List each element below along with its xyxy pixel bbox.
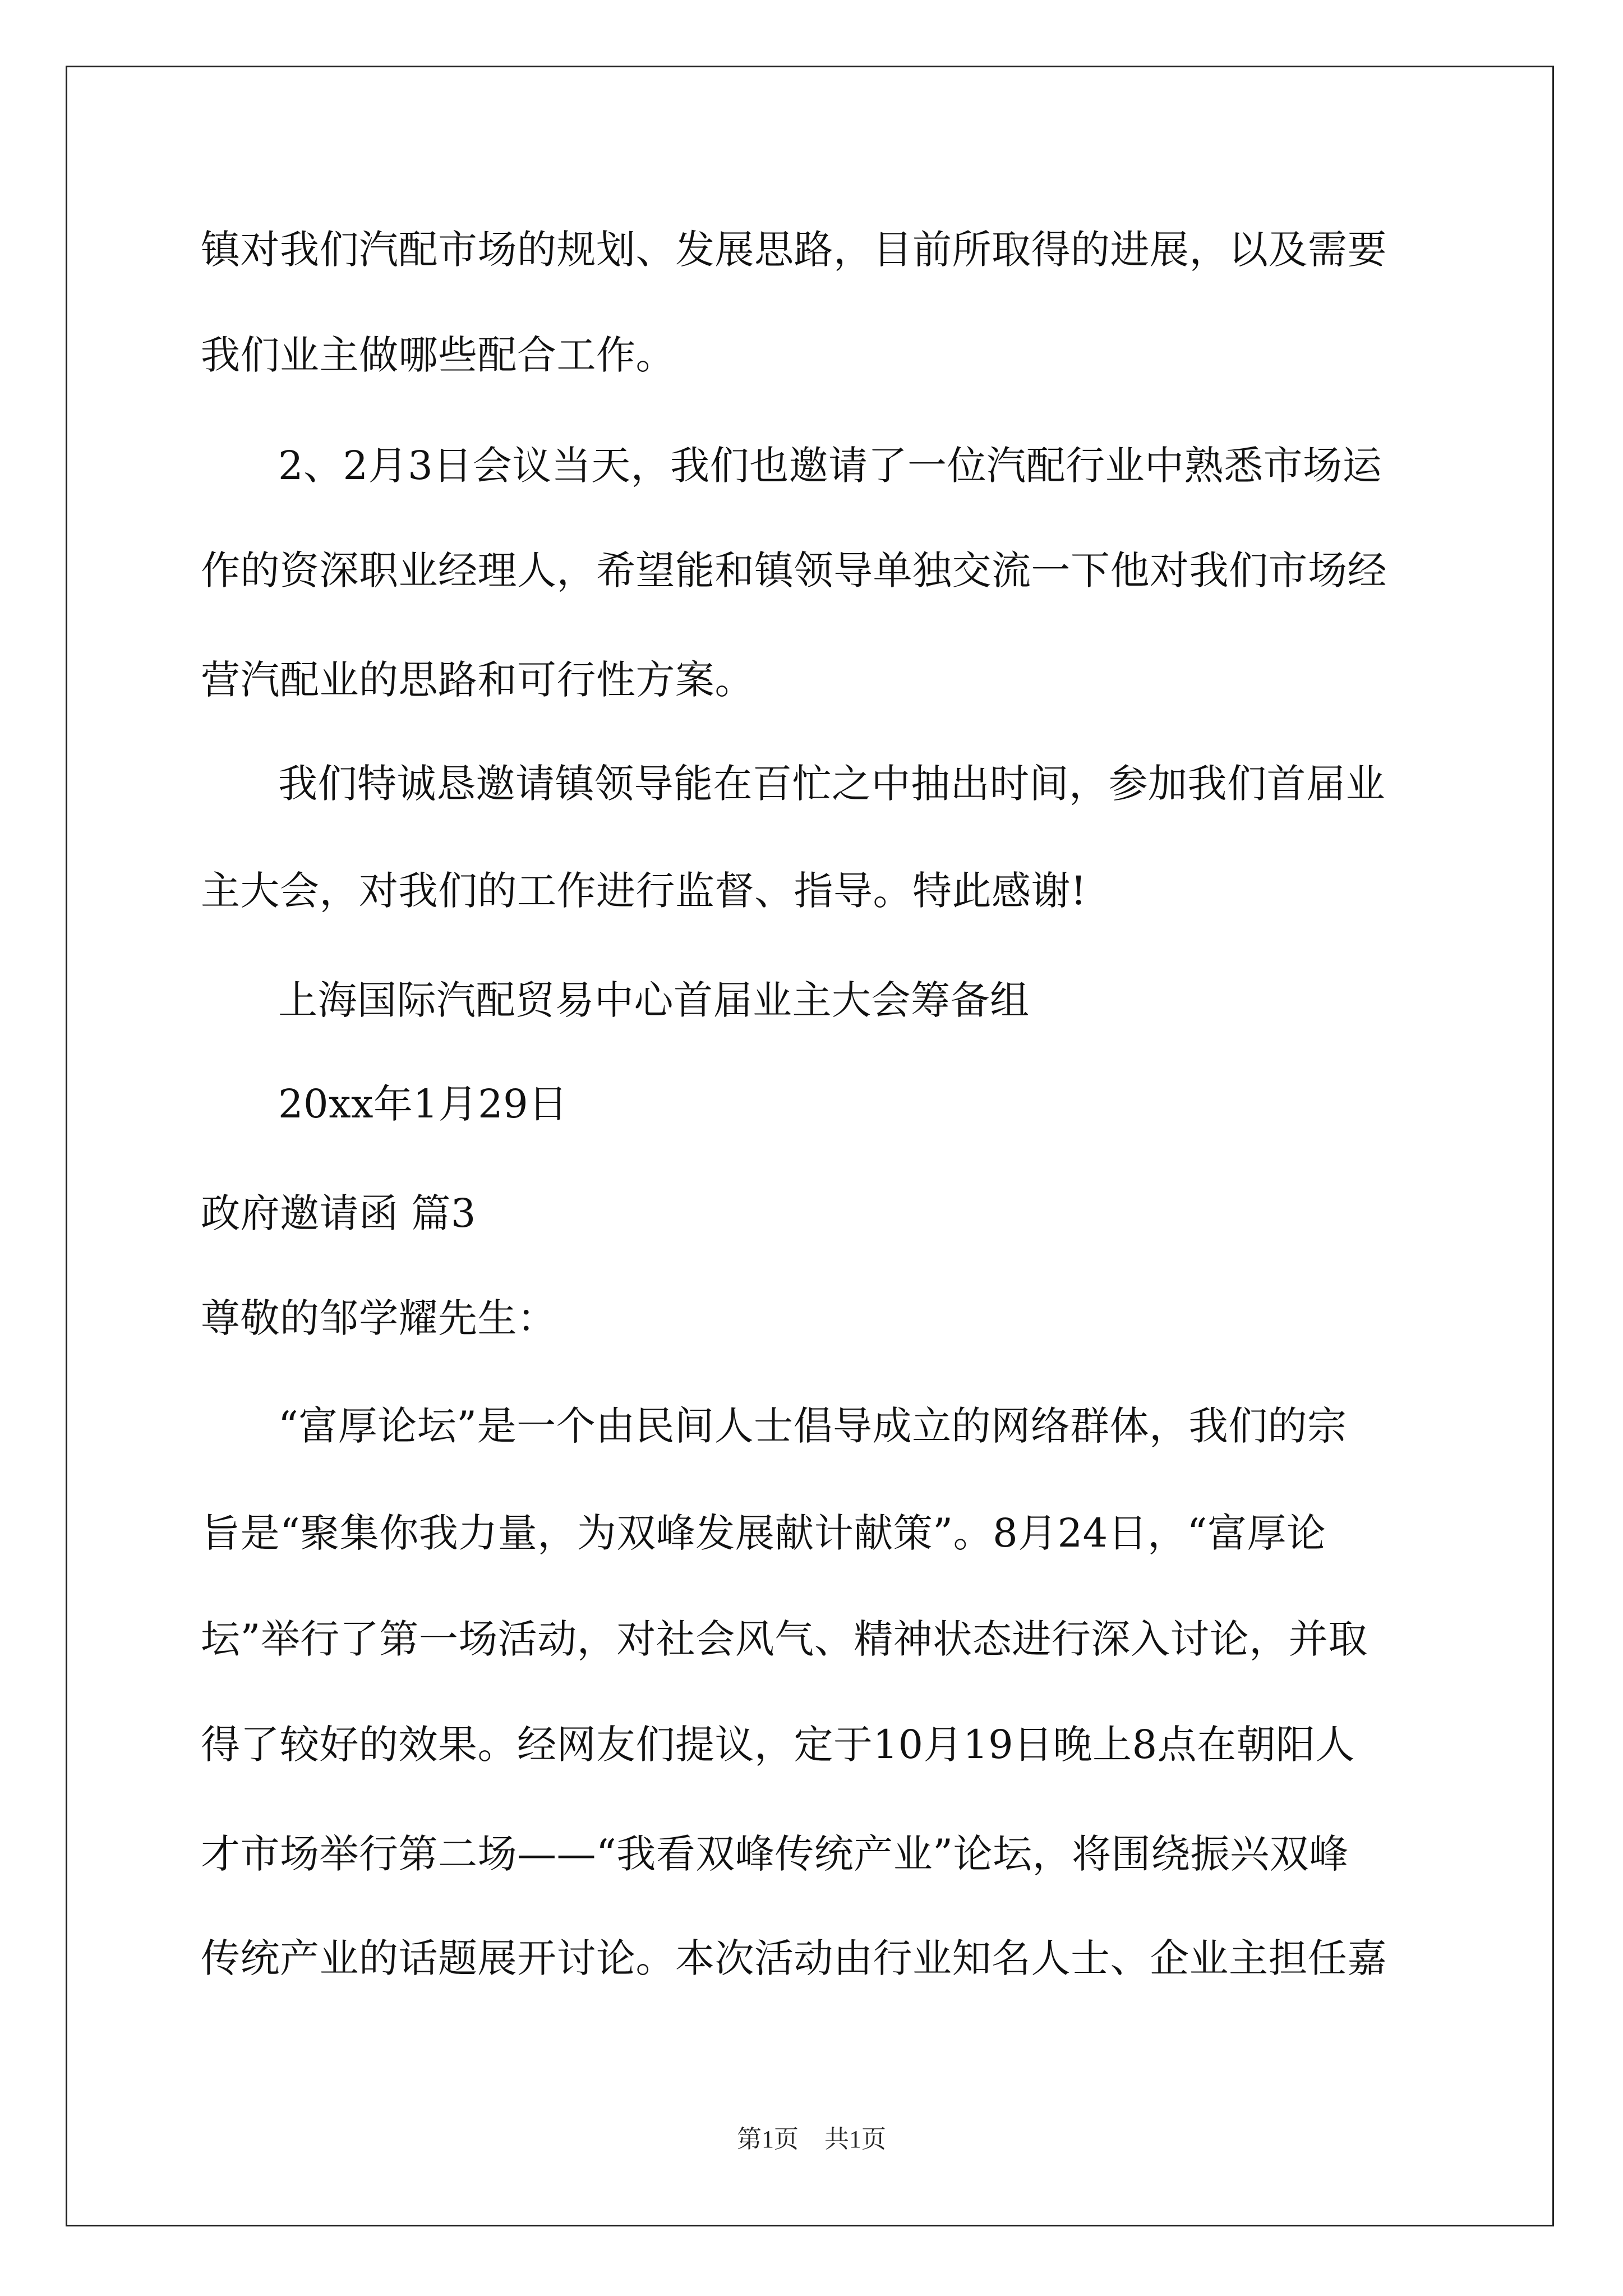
text-line: 镇对我们汽配市场的规划、发展思路，目前所取得的进展，以及需要: [201, 227, 1387, 273]
page-number: 第1页: [737, 2125, 799, 2153]
text-line: 我们业主做哪些配合工作。: [201, 332, 675, 378]
text-line: 传统产业的话题展开讨论。本次活动由行业知名人士、企业主担任嘉: [201, 1935, 1387, 1981]
text-line: 作的资深职业经理人，希望能和镇领导单独交流一下他对我们市场经: [201, 547, 1387, 593]
page-border: [66, 66, 1554, 2226]
page-total: 共1页: [824, 2125, 886, 2153]
text-line: 旨是“聚集你我力量，为双峰发展献计献策”。8月24日，“富厚论: [201, 1510, 1326, 1556]
section-heading: 政府邀请函 篇3: [201, 1190, 476, 1236]
text-line: 我们特诚恳邀请镇领导能在百忙之中抽出时间，参加我们首届业: [278, 761, 1385, 807]
salutation: 尊敬的邹学耀先生：: [201, 1295, 557, 1341]
text-line: 坛”举行了第一场活动，对社会风气、精神状态进行深入讨论，并取: [201, 1616, 1368, 1662]
text-line: 主大会，对我们的工作进行监督、指导。特此感谢!: [201, 868, 1087, 914]
text-line: “富厚论坛”是一个由民间人士倡导成立的网络群体，我们的宗: [278, 1403, 1347, 1449]
text-line: 才市场举行第二场——“我看双峰传统产业”论坛，将围绕振兴双峰: [201, 1831, 1349, 1877]
signature-date: 20xx年1月29日: [278, 1081, 568, 1127]
text-line: 营汽配业的思路和可行性方案。: [201, 657, 754, 703]
page-footer: [0, 2127, 1623, 2152]
text-line: 得了较好的效果。经网友们提议，定于10月19日晚上8点在朝阳人: [201, 1722, 1355, 1768]
signature-organization: 上海国际汽配贸易中心首届业主大会筹备组: [278, 977, 1030, 1023]
text-line: 2、2月3日会议当天，我们也邀请了一位汽配行业中熟悉市场运: [278, 443, 1382, 489]
